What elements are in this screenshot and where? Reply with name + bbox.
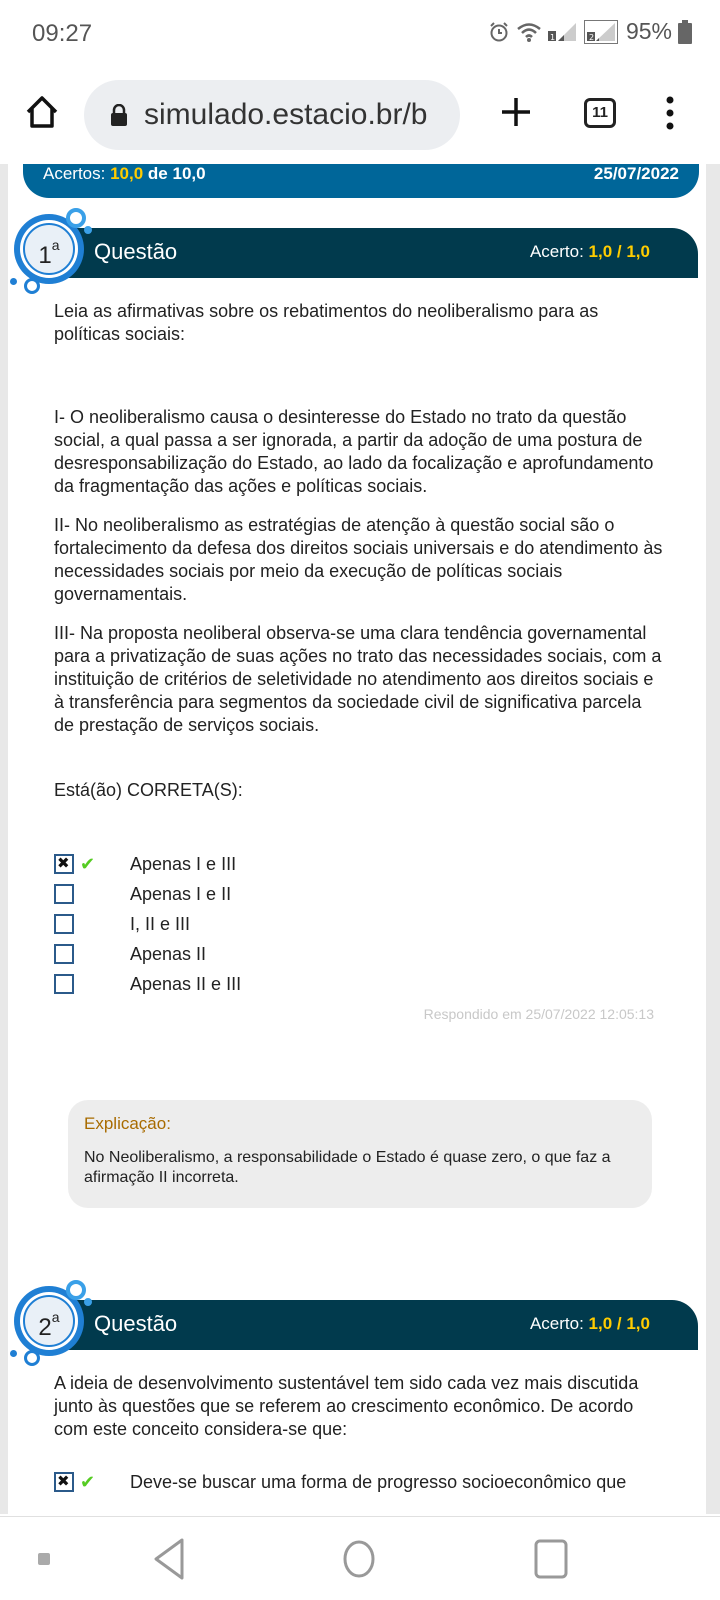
home-icon[interactable] [24,94,60,130]
tab-switcher-button[interactable]: 11 [584,98,616,128]
recents-icon[interactable] [534,1539,568,1579]
svg-text:1: 1 [549,32,556,42]
question-1-body [54,300,664,818]
browser-toolbar [0,68,720,164]
question-1-options [54,852,664,1002]
explanation-text: No Neoliberalismo, a responsabilidade o Estado é quase zero, o que faz a afirmação II incorreta. [84,1149,611,1186]
checkmark-icon: ✔ [80,854,96,874]
status-icons [488,18,692,45]
system-nav-bar [0,1516,720,1600]
url-text[interactable]: simulado.estacio.br/b [144,98,428,131]
answered-timestamp: Respondido em 25/07/2022 12:05:13 [423,1006,654,1022]
question-2-body [54,1372,664,1457]
question-1-number-badge [10,208,90,290]
option-label: Apenas II [130,944,207,964]
question-1-number: 1$^a$ [38,237,60,269]
question-1-statement-2: II- No neoliberalismo as estratégias de atenção à questão social são o fortalecimento da defesa dos direitos sociais universais e do atendimento às necessidades sociais por meio da execução de políticas sociais governamentais. [54,515,663,604]
question-1-intro: Leia as afirmativas sobre os rebatimentos do neoliberalismo para as políticas sociais: [54,301,599,344]
question-1-score-label: Acerto: [529,242,584,261]
option-1[interactable] [54,1470,664,1500]
summary-banner [23,164,699,198]
question-2-score-max: / 1,0 [616,1314,650,1333]
option-label: Deve-se buscar uma forma de progresso socioeconômico que [130,1472,627,1492]
alarm-icon [488,21,510,43]
status-bar [0,0,720,68]
question-2-score [530,1314,650,1334]
option-label: Apenas I e III [130,854,237,874]
question-2-number-badge [10,1280,90,1362]
option-label: I, II e III [130,914,191,934]
question-2-number: 2$^a$ [38,1309,60,1341]
question-1-title: Questão [94,239,178,264]
question-2-header [46,1300,698,1350]
checkbox-checked[interactable] [54,854,74,874]
wifi-icon [516,21,542,43]
checkbox[interactable] [54,944,74,964]
signal-sim2-icon [584,20,618,44]
home-circle-icon[interactable] [342,1539,376,1579]
checkbox-checked[interactable] [54,1472,74,1492]
question-1-score-max: / 1,0 [616,242,650,261]
battery-percent: 95% [625,18,672,44]
summary-date: 25/07/2022 [593,164,679,183]
signal-sim1-icon [548,21,578,43]
question-2-title: Questão [94,1311,178,1336]
question-2-intro: A ideia de desenvolvimento sustentável tem sido cada vez mais discutida junto às questões que se referem ao crescimento econômico. De acordo com este conceito considera-se que: [54,1373,639,1439]
nav-dot-icon [38,1553,50,1565]
address-bar[interactable] [84,80,460,150]
question-1-prompt: Está(ão) CORRETA(S): [54,780,243,800]
status-time: 09:27 [32,20,93,47]
back-icon[interactable] [152,1537,186,1581]
summary-score [43,164,206,184]
summary-score-value: 10,0 [110,164,144,183]
question-2-score-label: Acerto: [529,1314,584,1333]
page-frame-left [0,164,8,1514]
question-1-score [530,242,650,262]
checkbox[interactable] [54,974,74,994]
checkbox[interactable] [54,914,74,934]
checkbox[interactable] [54,884,74,904]
page-frame-right [706,164,720,1514]
explanation-box [68,1100,652,1208]
option-label: Apenas I e II [130,884,232,904]
question-1-score-value: 1,0 [588,242,613,261]
option-2[interactable] [54,882,664,912]
question-2-score-value: 1,0 [588,1314,613,1333]
lock-icon [110,104,128,126]
summary-label: Acertos: [43,164,106,183]
option-4[interactable] [54,942,664,972]
plus-icon[interactable] [498,94,534,130]
option-1[interactable] [54,852,664,882]
question-1-statement-3: III- Na proposta neoliberal observa-se uma clara tendência governamental para a privatização de suas ações no trato das necessidades sociais, com a instituição de critérios de seletividade no atendimento aos direitos sociais e à transferência para segmentos da sociedade civil de significativa parcela de prestação de serviços sociais. [54,623,662,735]
question-1-header [46,228,698,278]
option-5[interactable] [54,972,664,1002]
question-1-statement-1: I- O neoliberalismo causa o desinteresse do Estado no trato da questão social, a qual passa a ser ignorada, a partir da adoção de uma postura de desresponsabilização do Estado, ao lado da focalização e aprofundamento da fragmentação das ações e políticas sociais. [54,407,654,496]
page-content[interactable] [0,164,720,1514]
question-2-options [54,1470,664,1500]
svg-text:2: 2 [588,32,595,42]
option-label: Apenas II e III [130,974,242,994]
summary-of-label: de 10,0 [147,164,206,183]
explanation-title: Explicação: [84,1114,171,1133]
battery-icon [678,20,692,44]
more-vert-icon[interactable] [662,96,678,130]
checkmark-icon: ✔ [80,1472,96,1492]
option-3[interactable] [54,912,664,942]
